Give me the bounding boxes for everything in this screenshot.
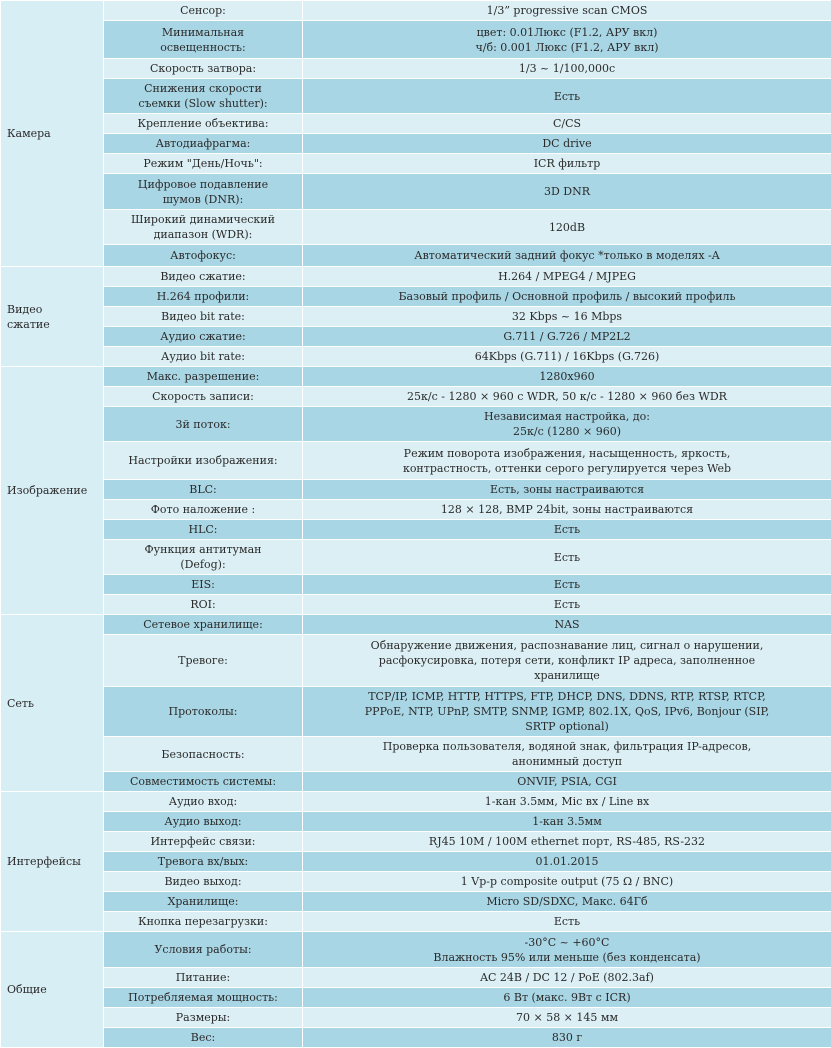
spec-value: H.264 / MPEG4 / MJPEG [303, 267, 831, 287]
spec-label: Режим "День/Ночь": [104, 154, 303, 174]
spec-label: ROI: [104, 595, 303, 615]
spec-value: DC drive [303, 134, 831, 154]
spec-label: Скорость записи: [104, 387, 303, 407]
spec-label: Снижения скорости съемки (Slow shutter): [104, 79, 303, 114]
spec-label: Тревоге: [104, 635, 303, 687]
spec-label: Аудио bit rate: [104, 347, 303, 367]
spec-label: Аудио сжатие: [104, 327, 303, 347]
group-interfaces: Интерфейсы [1, 792, 104, 932]
spec-label: BLC: [104, 480, 303, 500]
spec-label: Широкий динамический диапазон (WDR): [104, 210, 303, 245]
spec-value: C/CS [303, 114, 831, 134]
spec-label: Кнопка перезагрузки: [104, 912, 303, 932]
spec-value: Обнаружение движения, распознавание лиц, сигнал о нарушении, расфокусировка, потеря сети, конфликт IP адреса, заполненное хранилище [303, 635, 831, 687]
spec-label: Сенсор: [104, 1, 303, 21]
spec-label: Условия работы: [104, 932, 303, 968]
spec-value: Micro SD/SDXC, Макс. 64Гб [303, 892, 831, 912]
spec-value: Есть [303, 540, 831, 575]
spec-value: Есть [303, 79, 831, 114]
spec-value: Есть, зоны настраиваются [303, 480, 831, 500]
spec-value: Есть [303, 575, 831, 595]
spec-label: Видео выход: [104, 872, 303, 892]
spec-label: Макс. разрешение: [104, 367, 303, 387]
spec-label: Аудио вход: [104, 792, 303, 812]
spec-value: Есть [303, 595, 831, 615]
spec-value: TCP/IP, ICMP, HTTP, HTTPS, FTP, DHCP, DNS, DDNS, RTP, RTSP, RTCP, PPPoE, NTP, UPnP, SMTP, SNMP, IGMP, 802.1X, QoS, IPv6, Bonjour (SIP, SRTP optional) [303, 687, 831, 737]
spec-label: Протоколы: [104, 687, 303, 737]
spec-value: Автоматический задний фокус *только в моделях -A [303, 245, 831, 267]
spec-value: Проверка пользователя, водяной знак, фильтрация IP-адресов, анонимный доступ [303, 737, 831, 772]
spec-value: 1/3” progressive scan CMOS [303, 1, 831, 21]
spec-label: Сетевое хранилище: [104, 615, 303, 635]
spec-label: Фото наложение : [104, 500, 303, 520]
spec-value: ICR фильтр [303, 154, 831, 174]
spec-label: Автофокус: [104, 245, 303, 267]
spec-label: Вес: [104, 1028, 303, 1048]
spec-value: AC 24В / DC 12 / PoE (802.3af) [303, 968, 831, 988]
spec-label: Аудио выход: [104, 812, 303, 832]
spec-value: 1280x960 [303, 367, 831, 387]
spec-value: Режим поворота изображения, насыщенность, яркость, контрастность, оттенки серого регулируется через Web [303, 442, 831, 480]
spec-label: Автодиафрагма: [104, 134, 303, 154]
spec-label: 3й поток: [104, 407, 303, 442]
spec-label: Видео сжатие: [104, 267, 303, 287]
spec-label: Интерфейс связи: [104, 832, 303, 852]
spec-value: Базовый профиль / Основной профиль / высокий профиль [303, 287, 831, 307]
spec-value: 830 г [303, 1028, 831, 1048]
spec-label: Видео bit rate: [104, 307, 303, 327]
spec-label: Безопасность: [104, 737, 303, 772]
group-camera: Камера [1, 1, 104, 267]
spec-value: 6 Вт (макс. 9Вт с ICR) [303, 988, 831, 1008]
spec-label: Размеры: [104, 1008, 303, 1028]
spec-value: -30°C ~ +60°C Влажность 95% или меньше (без конденсата) [303, 932, 831, 968]
spec-value: G.711 / G.726 / MP2L2 [303, 327, 831, 347]
spec-value: 64Kbps (G.711) / 16Kbps (G.726) [303, 347, 831, 367]
spec-value: 25к/с - 1280 × 960 с WDR, 50 к/с - 1280 × 960 без WDR [303, 387, 831, 407]
spec-label: Хранилище: [104, 892, 303, 912]
spec-value: Есть [303, 520, 831, 540]
group-video-compression: Видео сжатие [1, 267, 104, 367]
spec-label: Функция антитуман (Defog): [104, 540, 303, 575]
spec-value: ONVIF, PSIA, CGI [303, 772, 831, 792]
spec-value: 1/3 ~ 1/100,000с [303, 59, 831, 79]
group-network: Сеть [1, 615, 104, 792]
spec-label: Тревога вх/вых: [104, 852, 303, 872]
spec-value: 1 Vp-p composite output (75 Ω / BNC) [303, 872, 831, 892]
spec-label: Минимальная освещенность: [104, 21, 303, 59]
spec-value: 70 × 58 × 145 мм [303, 1008, 831, 1028]
spec-value: RJ45 10M / 100M ethernet порт, RS-485, RS-232 [303, 832, 831, 852]
spec-label: Настройки изображения: [104, 442, 303, 480]
spec-label: Крепление объектива: [104, 114, 303, 134]
group-general: Общие [1, 932, 104, 1048]
spec-value: Есть [303, 912, 831, 932]
spec-value: 1-кан 3.5мм [303, 812, 831, 832]
spec-value: 1-кан 3.5мм, Mic вх / Line вх [303, 792, 831, 812]
spec-value: Независимая настройка, до: 25к/с (1280 × 960) [303, 407, 831, 442]
spec-label: Питание: [104, 968, 303, 988]
spec-label: HLC: [104, 520, 303, 540]
spec-label: Совместимость системы: [104, 772, 303, 792]
spec-label: Цифровое подавление шумов (DNR): [104, 174, 303, 210]
spec-value: 3D DNR [303, 174, 831, 210]
spec-label: Скорость затвора: [104, 59, 303, 79]
group-image: Изображение [1, 367, 104, 615]
spec-value: цвет: 0.01Люкс (F1.2, АРУ вкл) ч/б: 0.001 Люкс (F1.2, АРУ вкл) [303, 21, 831, 59]
spec-value: 01.01.2015 [303, 852, 831, 872]
spec-label: EIS: [104, 575, 303, 595]
spec-label: Потребляемая мощность: [104, 988, 303, 1008]
spec-value: 120dB [303, 210, 831, 245]
spec-value: 128 × 128, BMP 24bit, зоны настраиваются [303, 500, 831, 520]
spec-label: H.264 профили: [104, 287, 303, 307]
spec-value: NAS [303, 615, 831, 635]
spec-value: 32 Kbps ~ 16 Mbps [303, 307, 831, 327]
